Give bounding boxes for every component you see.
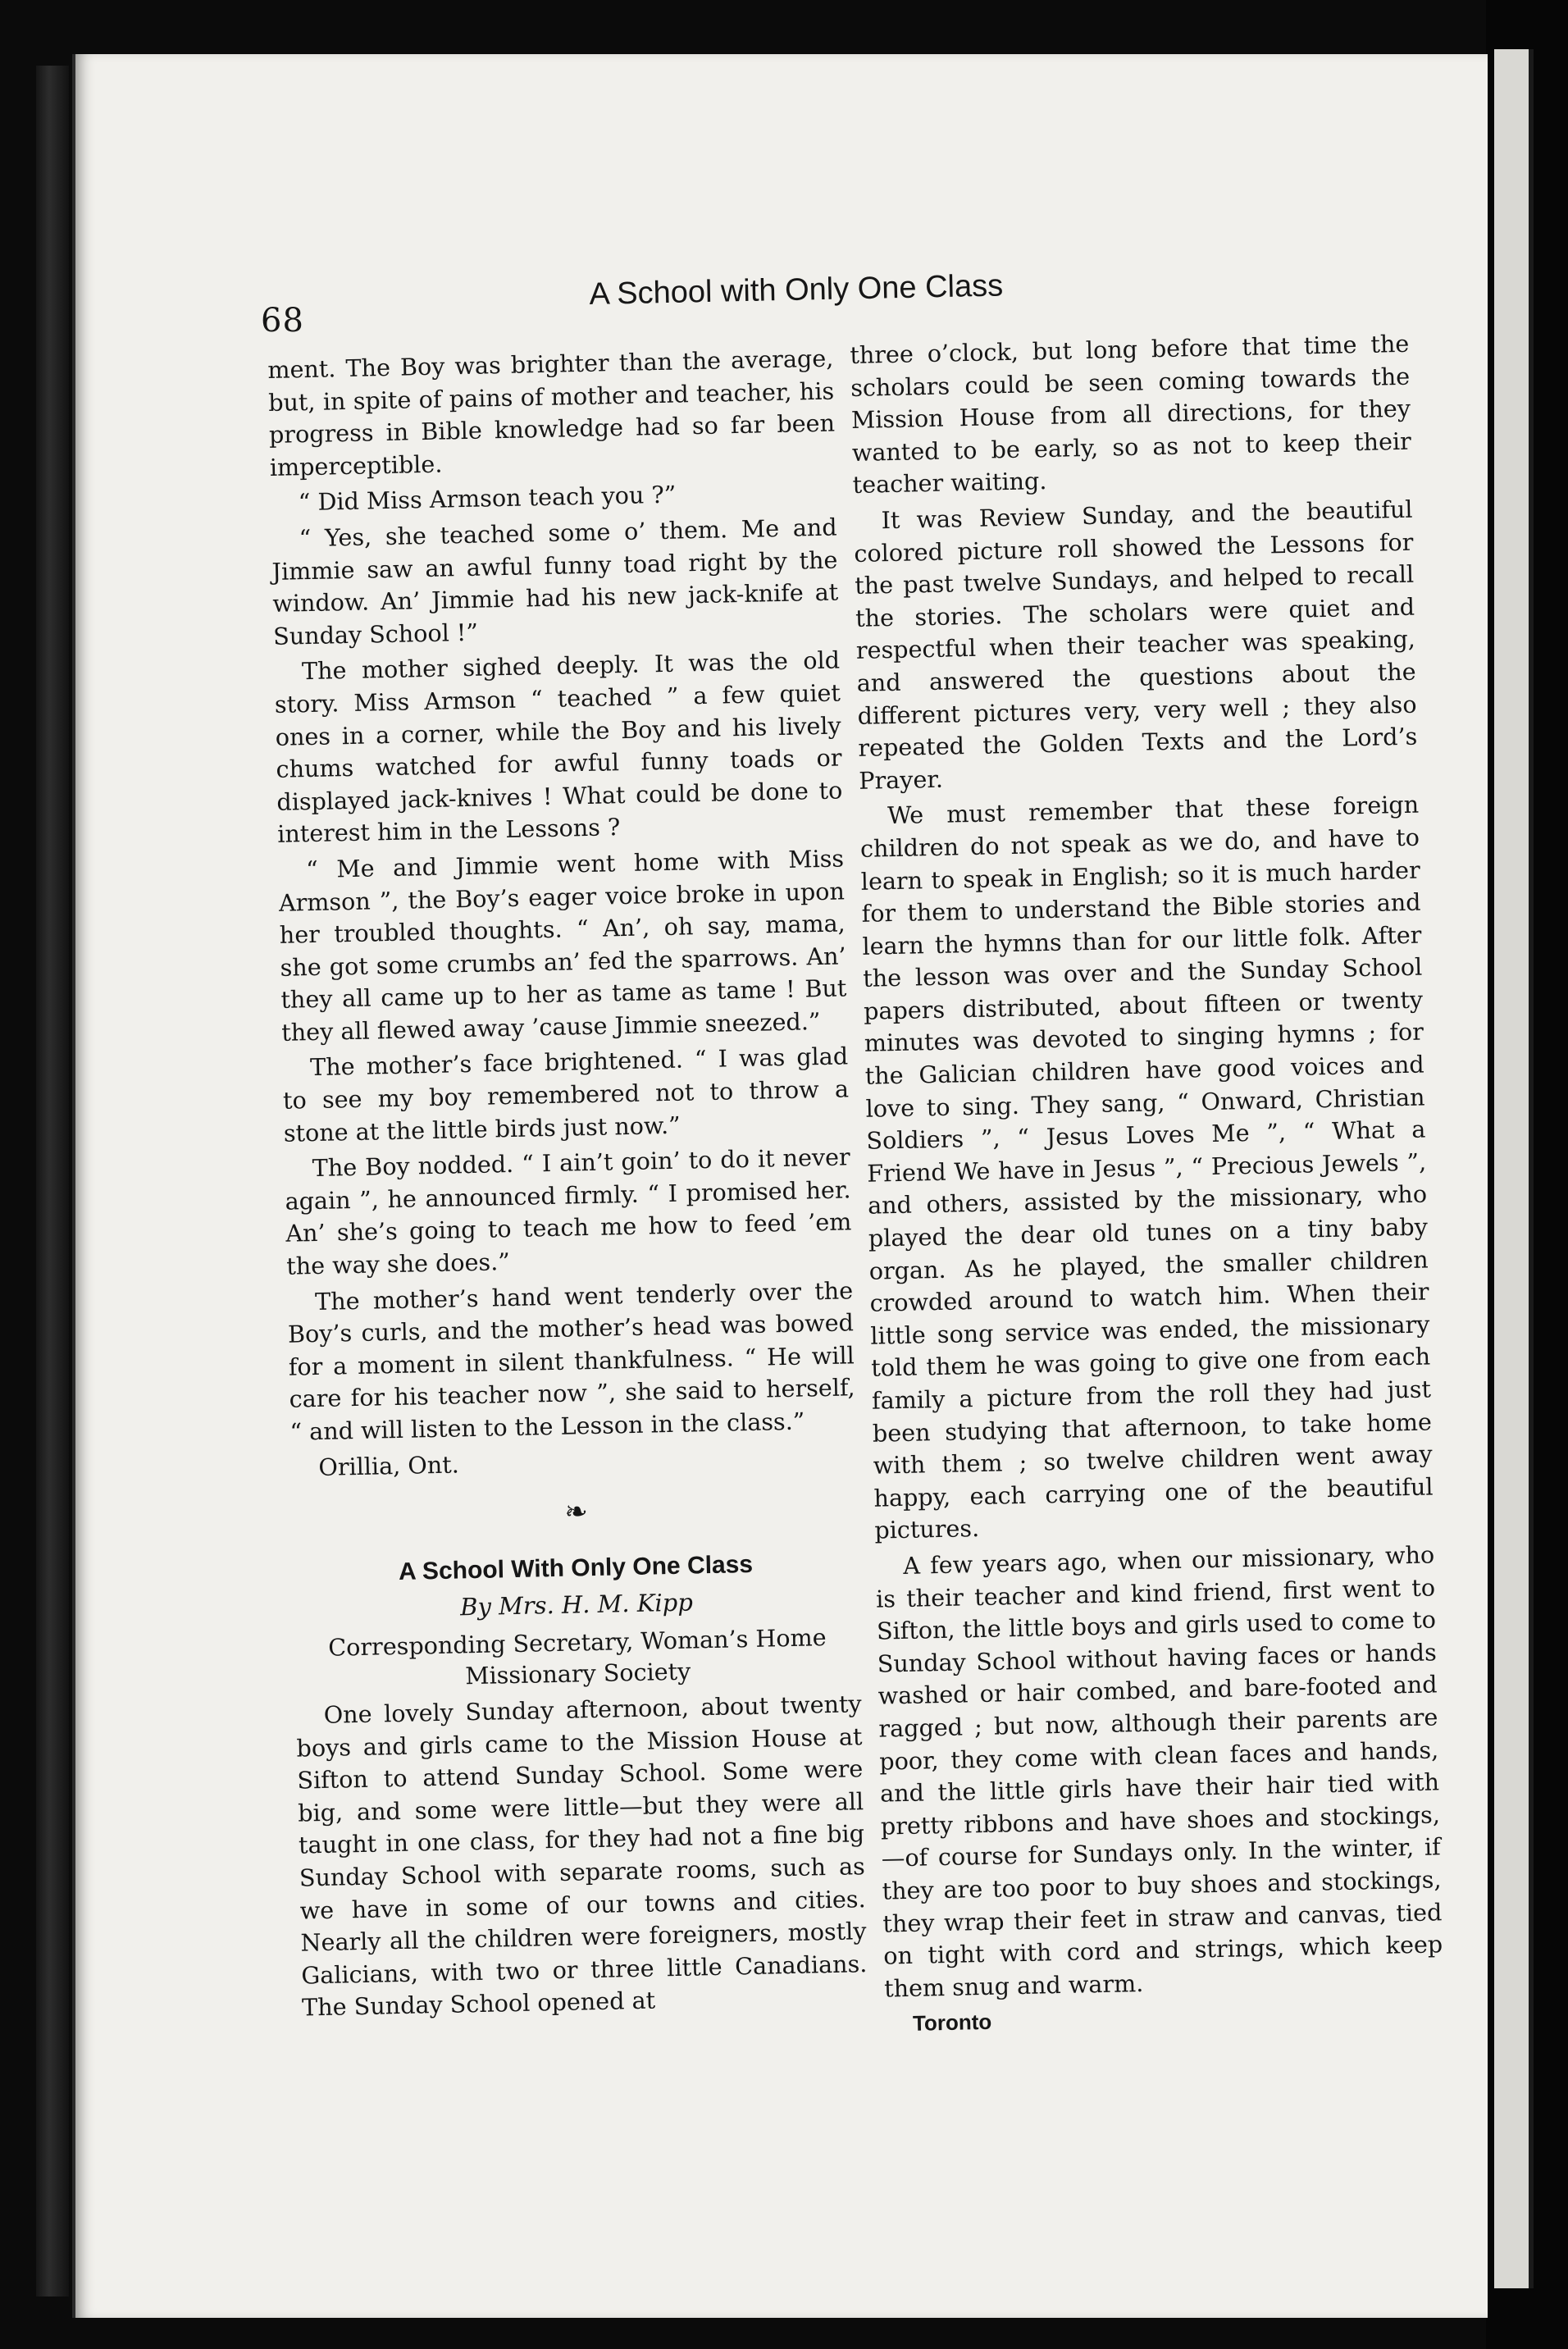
left-column [267,343,868,2028]
paragraph: The Boy nodded. “ I ain’t goin’ to do it never again ”, he announced firmly. “ I promised her. An’ she’s going to teach me how to feed ’em the way she does.” [285,1143,852,1280]
paragraph: three o’clock, but long before that time the scholars could be seen coming towards the Mission House from all directions, for they wanted to be early, so as not to keep their teacher waiting. [850,329,1412,499]
article-byline: By Mrs. H. M. Kipp [459,1588,694,1621]
paragraph: It was Review Sunday, and the beautiful colored picture roll showed the Lessons for the past twelve Sundays, and helped to recall the stories. The scholars were quiet and respectful when their teacher was speaking, and answered the questions about the different pictures very, very well ; they also repeated the Golden Texts and the Lord’s Prayer. [854,495,1418,795]
paragraph: “ Me and Jimmie went home with Miss Armson ”, the Boy’s eager voice broke in upon her troubled thoughts. “ An’, oh say, mama, she got some crumbs an’ fed the sparrows. An’ they all came up to her as tame as tame ! But they all flewed away ’cause Jimmie sneezed.” [278,844,847,1047]
affiliation-line: Missionary Society [464,1657,691,1690]
facing-page-edge [1494,49,1534,2288]
story-location: Orillia, Ont. [318,1449,460,1481]
paragraph: A few years ago, when our missionary, who is their teacher and kind friend, first went to Sifton, the little boys and girls used to come to Sunday School without having faces or hands washed or hair combed, and bare-footed and ragged ; but now, although their parents are poor, they come with clean faces and hands, and the little girls have their hair tied with pretty ribbons and have shoes and stockings,—of course for Sundays only. In the winter, if they are too poor to buy shoes and stockings, they wrap their feet in straw and canvas, tied on tight with cord and strings, which keep them snug and warm. [875,1540,1443,2003]
paragraph: One lovely Sunday afternoon, about twenty boys and girls came to the Mission House at Sifton to attend Sunday School. Some were big, and some were little—but they were all taught in one class, for they had not a fine big Sunday School with separate rooms, such as we have in some of our towns and cities. Nearly all the children were foreigners, mostly Galicians, with two or three little Canadians. The Sunday School opened at [296,1690,868,2022]
paragraph: ment. The Boy was brighter than the average, but, in spite of pains of mother and teacher, his progress in Bible knowledge had so far been imperceptible. [267,344,836,481]
paragraph: We must remember that these foreign children do not speak as we do, and have to learn to speak in English; so it is much harder for them to understand the Bible stories and learn the hymns than for our little folk. After the lesson was over and the Sunday School papers distributed, about fifteen or twenty minutes was devoted to singing hymns ; for the Galician children have good voices and love to sing. They sang, “ Onward, Christian Soldiers ”, “ Jesus Loves Me ”, “ What a Friend We have in Jesus ”, “ Precious Jewels ”, and others, assisted by the missionary, who played the dear old tunes on a tiny baby organ. As he played, the smaller children crowded around to watch him. When their little song service was ended, the missionary told them he was going to give one from each family a picture from the roll they had just been studying that afternoon, to take home with them ; so twelve children went away happy, each carrying one of the beautiful pictures. [859,790,1434,1545]
paragraph: The mother sighed deeply. It was the old story. Miss Armson “ teached ” a few quiet ones in a corner, while the Boy and his lively chums watched for awful funny toads or displayed jack-knives ! What could be done to interest him in the Lessons ? [274,645,843,849]
article-signoff: Toronto [912,2009,992,2037]
affiliation-line: Corresponding Secretary, Woman’s Home [327,1623,827,1662]
page-number: 68 [261,302,304,340]
article-title: A School With Only One Class [398,1550,754,1585]
ornament-divider-icon: ❧ [563,1495,586,1529]
paragraph: The mother’s face brightened. “ I was glad to see my boy remembered not to throw a stone at the little birds just now.” [282,1042,850,1147]
book-binding-shadow [36,66,69,2297]
author-affiliation [294,1621,861,1694]
paragraph: “ Yes, she teached some o’ them. Me and Jimmie saw an awful funny toad right by the window. An’ Jimmie had his new jack-knife at Sunday School !” [271,513,839,650]
running-title: A School with Only One Class [589,268,1004,312]
paragraph: “ Did Miss Armson teach you ?” [298,480,677,517]
right-column [850,328,1444,2041]
paragraph: The mother’s hand went tenderly over the Boy’s curls, and the mother’s head was bowed for a moment in silent thankfulness. “ He will care for his teacher now ”, she said to herself, “ and will listen to the Lesson in the class.” [287,1275,855,1446]
